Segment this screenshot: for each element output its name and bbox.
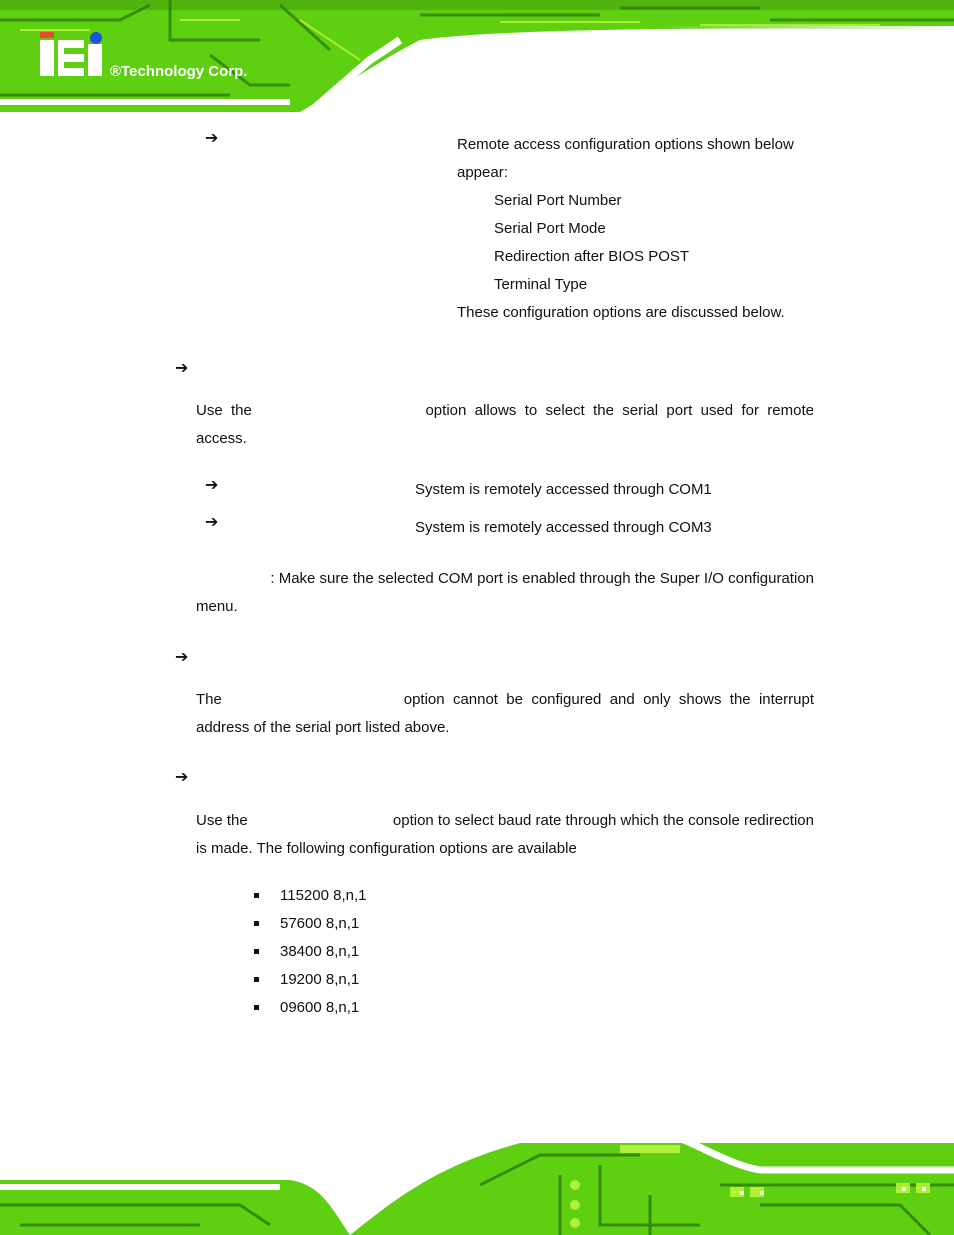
ba-desc-line2: address of the serial port listed above. bbox=[196, 719, 450, 736]
brand-text: ®Technology Corp. bbox=[110, 63, 248, 80]
header-pcb-banner bbox=[0, 0, 954, 112]
rate-item: 57600 8,n,1 bbox=[280, 915, 360, 932]
ba-desc-end: option cannot be configured and only shows the interrupt bbox=[403, 691, 814, 708]
spn-desc-line2: access. bbox=[196, 430, 247, 447]
intro-line-2: appear: bbox=[457, 164, 508, 181]
section-arrow-icon: ➔ bbox=[175, 360, 189, 377]
bullet-icon bbox=[254, 1005, 259, 1010]
spm-desc-end: option to select baud rate through which the console redirection bbox=[392, 812, 814, 829]
bullet-icon bbox=[254, 977, 259, 982]
bullet-icon bbox=[254, 949, 259, 954]
closing-line: These configuration options are discussed below. bbox=[457, 304, 785, 321]
rate-item: 19200 8,n,1 bbox=[280, 971, 360, 988]
option-item: Terminal Type bbox=[494, 276, 588, 293]
ba-desc-start: The bbox=[196, 691, 222, 708]
arrow-icon: ➔ bbox=[205, 130, 219, 147]
com3-desc: System is remotely accessed through COM3 bbox=[415, 519, 712, 536]
section-arrow-icon: ➔ bbox=[175, 769, 189, 786]
rate-item: 38400 8,n,1 bbox=[280, 943, 360, 960]
note-line-1: : Make sure the selected COM port is enabled through the Super I/O configuration bbox=[270, 570, 814, 587]
bullet-icon bbox=[254, 921, 259, 926]
section-arrow-icon: ➔ bbox=[175, 649, 189, 666]
spm-desc-line2: is made. The following configuration options are available bbox=[196, 840, 577, 857]
option-item: Serial Port Mode bbox=[494, 220, 606, 237]
bullet-icon bbox=[254, 893, 259, 898]
com3-arrow-icon: ➔ bbox=[205, 514, 219, 531]
option-item: Serial Port Number bbox=[494, 192, 622, 209]
com1-desc: System is remotely accessed through COM1 bbox=[415, 481, 712, 498]
footer-pcb-banner bbox=[0, 1125, 954, 1235]
intro-line-1: Remote access configuration options shown below bbox=[457, 136, 794, 153]
rate-item: 115200 8,n,1 bbox=[280, 887, 367, 904]
note-line-2: menu. bbox=[196, 598, 238, 615]
spn-desc-start: Use the bbox=[196, 402, 252, 419]
spn-desc-end: option allows to select the serial port used for remote bbox=[425, 402, 814, 419]
com1-arrow-icon: ➔ bbox=[205, 477, 219, 494]
rate-item: 09600 8,n,1 bbox=[280, 999, 360, 1016]
spm-desc-start: Use the bbox=[196, 812, 248, 829]
option-item: Redirection after BIOS POST bbox=[494, 248, 690, 265]
